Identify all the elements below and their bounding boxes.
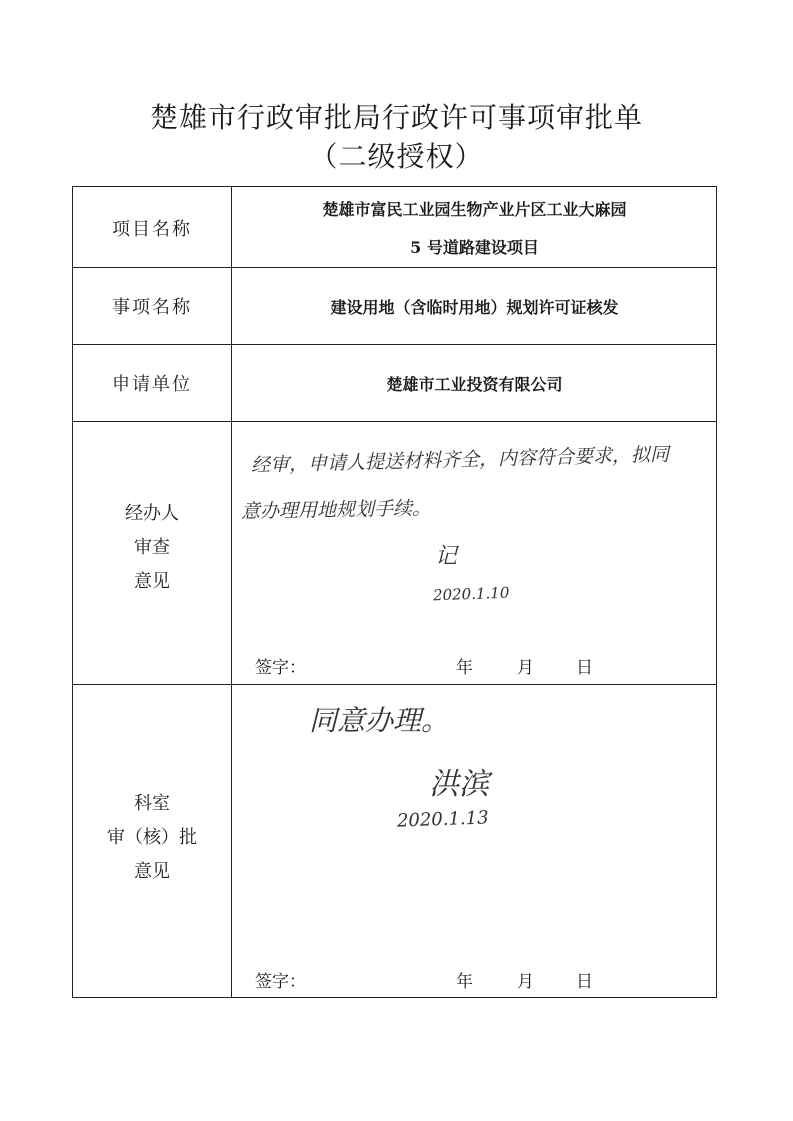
handler-day-label: 日 xyxy=(576,658,593,678)
office-date: 2020.1.13 xyxy=(396,807,489,832)
handler-label-line3: 意见 xyxy=(134,571,170,592)
handler-sign-label: 签字： xyxy=(255,658,306,678)
row-divider xyxy=(73,684,716,685)
office-label-line2: 审（核）批 xyxy=(107,827,197,848)
handler-opinion-line2: 意办理用地规划手续。 xyxy=(240,497,432,523)
project-name-line1: 楚雄市富民工业园生物产业片区工业大麻园 xyxy=(322,200,627,219)
handler-signature: 记 xyxy=(435,544,458,569)
row-divider xyxy=(73,344,716,345)
handler-date: 2020.1.10 xyxy=(432,583,510,605)
applicant-value: 楚雄市工业投资有限公司 xyxy=(386,375,563,394)
office-opinion: 同意办理。 xyxy=(309,704,450,737)
project-name-line2: 5 号道路建设项目 xyxy=(410,238,539,257)
handler-opinion-line1: 经审，申请人提送材料齐全，内容符合要求，拟同 xyxy=(250,443,670,477)
handler-review-label xyxy=(73,497,231,599)
applicant-label: 申请单位 xyxy=(112,374,192,395)
item-name-label: 事项名称 xyxy=(112,297,192,318)
page-subtitle: （二级授权） xyxy=(309,140,484,173)
office-year-label: 年 xyxy=(456,972,473,992)
approval-form xyxy=(72,186,717,998)
office-label-line3: 意见 xyxy=(134,861,170,882)
handler-year-label: 年 xyxy=(456,658,473,678)
row-divider xyxy=(73,421,716,422)
project-name-label: 项目名称 xyxy=(112,219,192,240)
handler-label-line1: 经办人 xyxy=(125,503,179,524)
office-sign-label: 签字： xyxy=(255,972,306,992)
row-divider xyxy=(73,267,716,268)
office-day-label: 日 xyxy=(576,972,593,992)
handler-label-line2: 审查 xyxy=(134,537,170,558)
office-signature: 洪滨 xyxy=(429,767,489,802)
page-title: 楚雄市行政审批局行政许可事项审批单 xyxy=(149,101,643,134)
handler-month-label: 月 xyxy=(517,658,534,678)
office-label-line1: 科室 xyxy=(134,793,170,814)
item-name-value: 建设用地（含临时用地）规划许可证核发 xyxy=(330,298,619,317)
office-approval-label xyxy=(73,787,231,889)
office-month-label: 月 xyxy=(517,972,534,992)
